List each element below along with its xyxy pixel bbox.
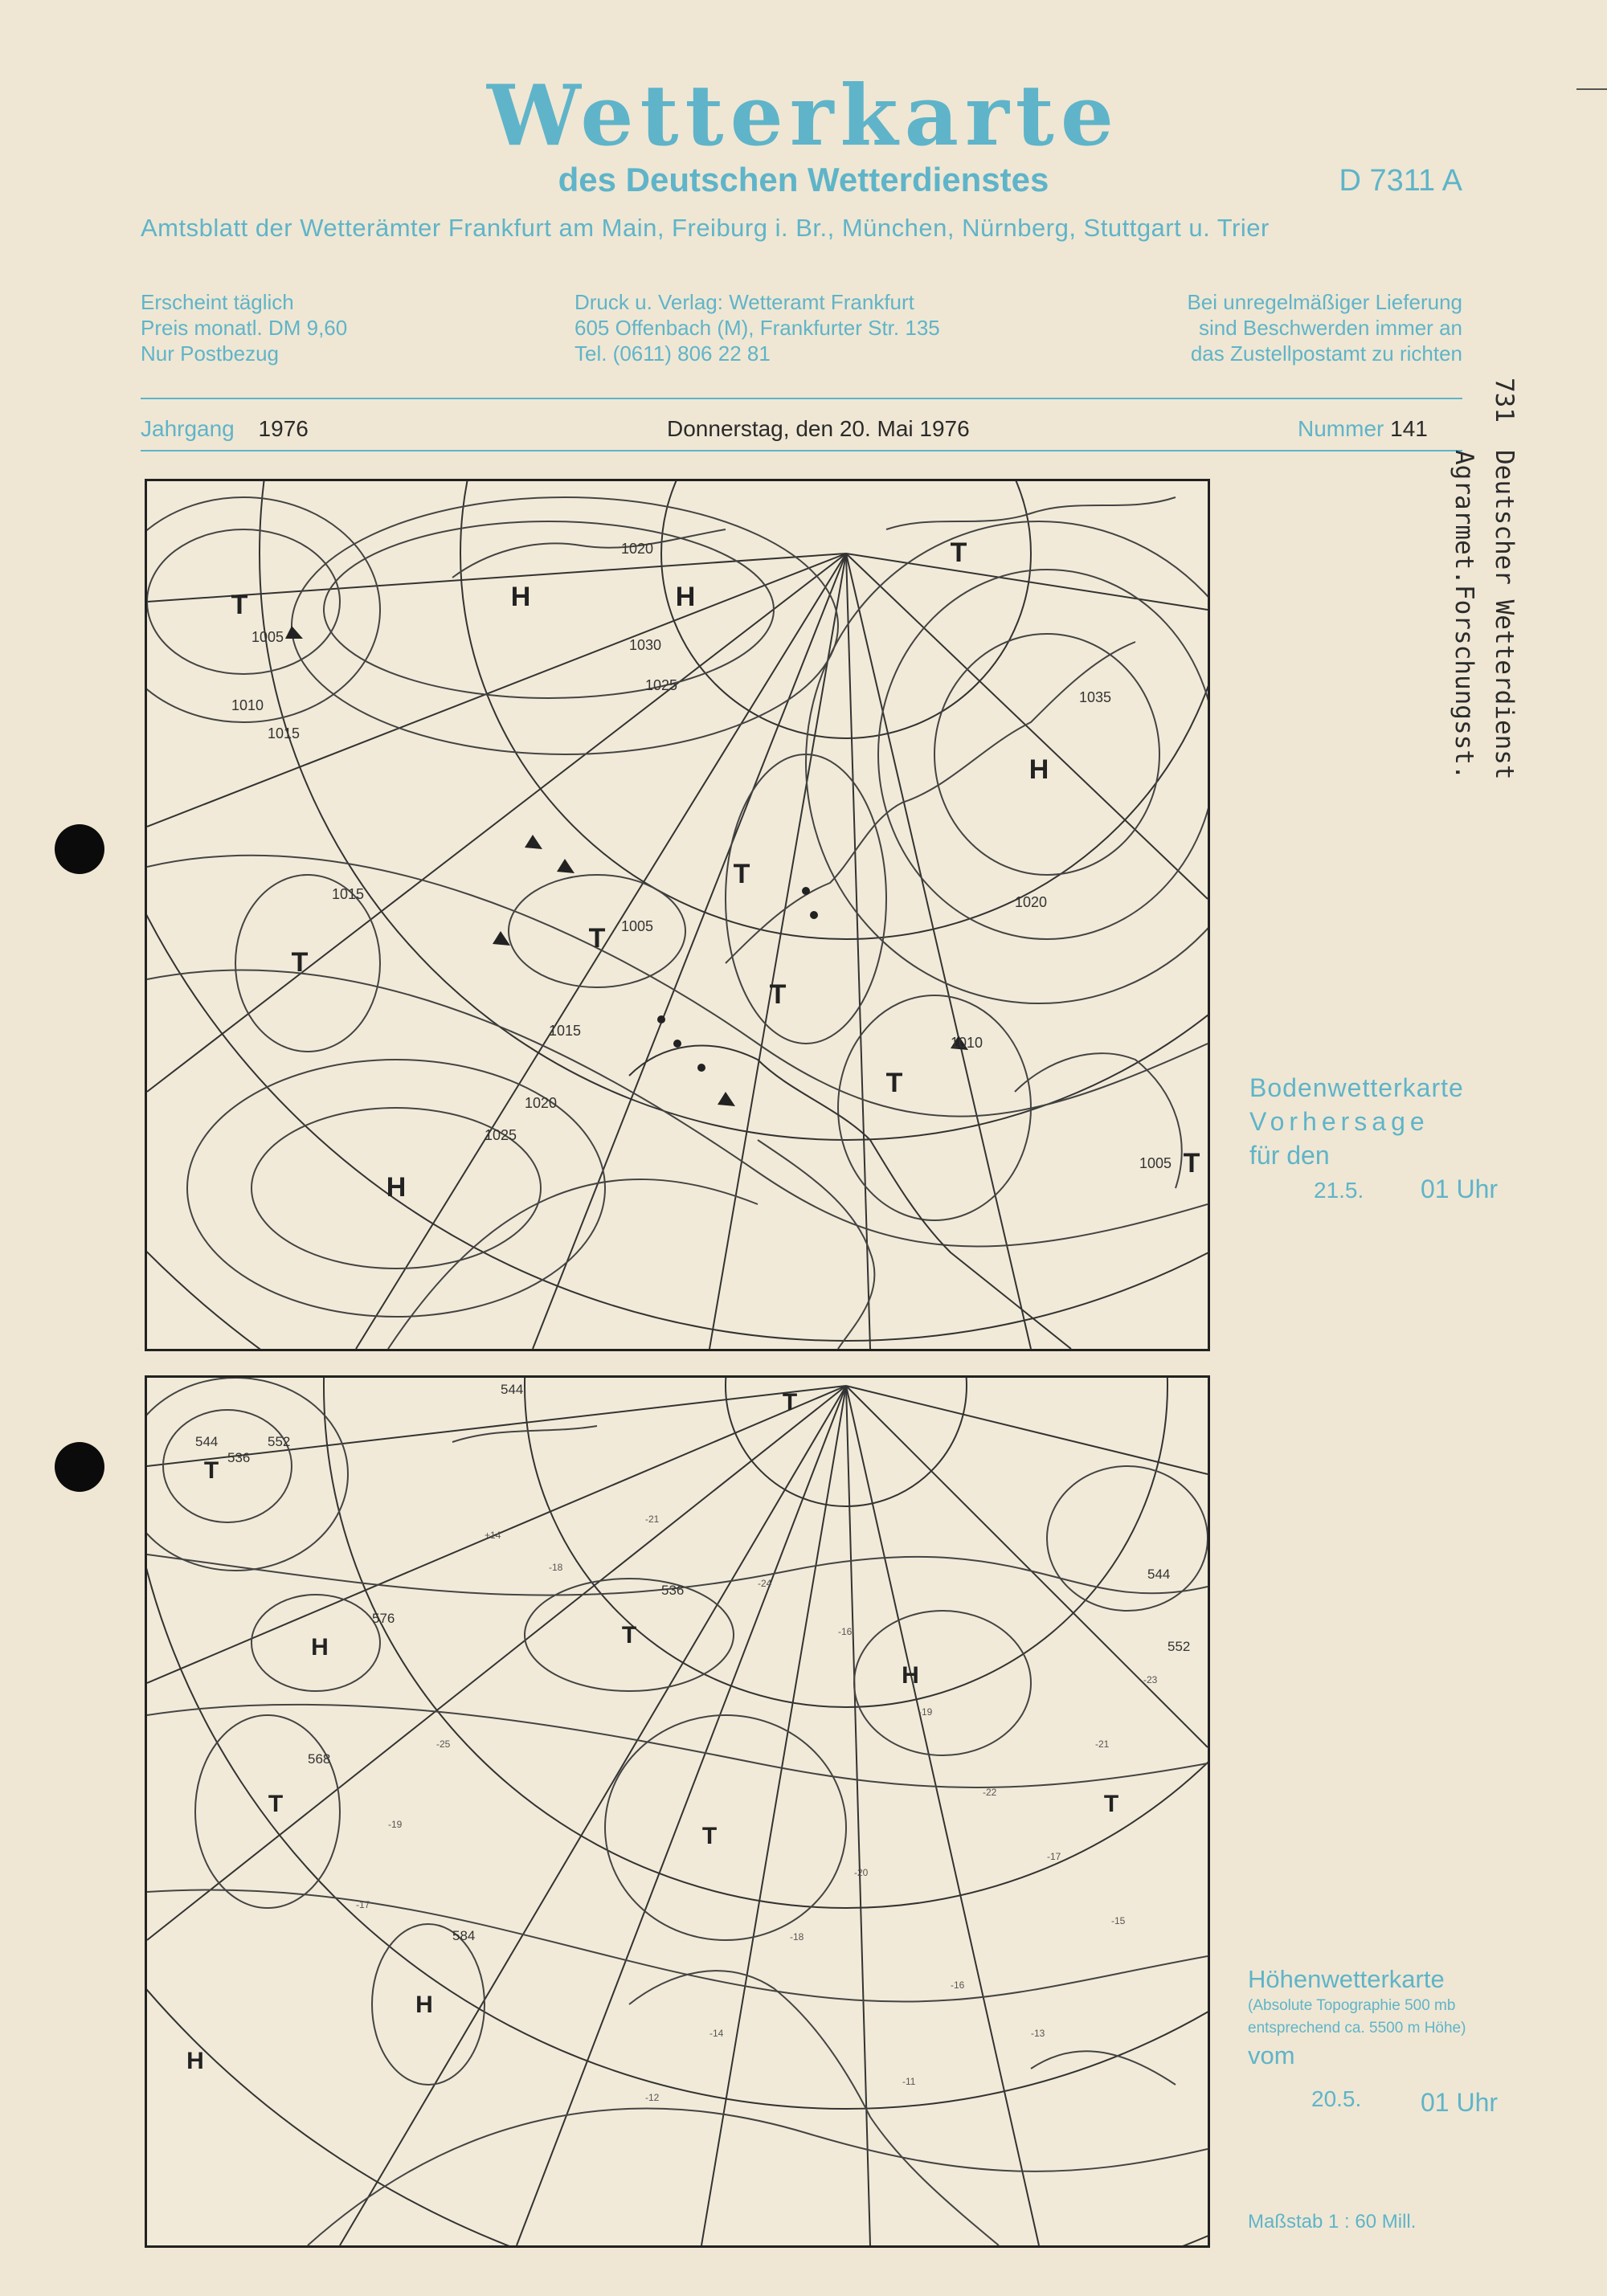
contour-label: 552 — [1167, 1639, 1191, 1654]
contour-label: 584 — [452, 1928, 476, 1943]
upper-caption-topography: (Absolute Topographie 500 mb — [1248, 1997, 1456, 2014]
isobar-label: 1025 — [485, 1127, 517, 1143]
svg-text:-19: -19 — [388, 1819, 403, 1830]
contour-label: 536 — [227, 1450, 251, 1465]
isobar-label: 1035 — [1079, 689, 1112, 705]
upper-caption-from: vom — [1248, 2041, 1295, 2069]
archive-stamp — [1430, 378, 1527, 940]
upper-center-symbol: T — [1103, 1791, 1119, 1817]
jahrgang-label: Jahrgang — [141, 416, 235, 441]
isobar-label: 1025 — [645, 677, 678, 693]
svg-text:-18: -18 — [549, 1562, 563, 1573]
svg-text:-20: -20 — [854, 1867, 869, 1878]
isobar-label: 1005 — [1139, 1155, 1172, 1171]
info-center-line: Tel. (0611) 806 22 81 — [575, 341, 771, 366]
contour-label: 576 — [372, 1611, 395, 1626]
upper-center-symbol: T — [782, 1389, 798, 1416]
surface-center-symbol: H — [1028, 754, 1049, 785]
isobar-label: 1020 — [525, 1095, 558, 1111]
issue-date: Donnerstag, den 20. Mai 1976 — [667, 416, 970, 441]
svg-text:-11: -11 — [902, 2076, 916, 2087]
surface-center-symbol: T — [950, 537, 967, 568]
upper-caption-title: Höhenwetterkarte — [1248, 1965, 1445, 1993]
isobar-label: 1015 — [268, 725, 301, 742]
svg-text:+14: +14 — [485, 1530, 501, 1541]
upper-center-symbol: H — [415, 1992, 433, 2018]
upper-center-symbol: T — [701, 1823, 718, 1849]
surface-center-symbol: T — [588, 923, 606, 954]
isobar-label: 1020 — [1015, 894, 1048, 910]
info-center-line: Druck u. Verlag: Wetteramt Frankfurt — [575, 290, 914, 314]
stamp-number: 731 — [1490, 378, 1519, 423]
isobar-label: 1010 — [231, 697, 264, 713]
info-center — [575, 289, 940, 366]
upper-caption-height: entsprechend ca. 5500 m Höhe) — [1248, 2020, 1466, 2037]
svg-text:-15: -15 — [1111, 1915, 1126, 1926]
surface-center-symbol: H — [675, 582, 696, 612]
upper-center-symbol: T — [203, 1457, 219, 1484]
amtsblatt-line: Amtsblatt der Wetterämter Frankfurt am Main, Freiburg i. Br., München, Nürnberg, Stuttgart u. Trier — [141, 214, 1270, 242]
upper-center-symbol: T — [268, 1791, 284, 1817]
svg-text:-23: -23 — [1143, 1674, 1158, 1685]
svg-text:-14: -14 — [709, 2028, 724, 2039]
isobar-label: 1005 — [621, 918, 654, 934]
info-left-line: Preis monatl. DM 9,60 — [141, 316, 348, 340]
surface-map-date: 21.5. — [1314, 1178, 1364, 1203]
nummer-label: Nummer — [1298, 416, 1384, 441]
info-left — [141, 289, 347, 366]
isobar-label: 1020 — [621, 541, 654, 557]
svg-text:-25: -25 — [436, 1738, 451, 1750]
surface-center-symbol: T — [885, 1068, 903, 1098]
surface-caption-for: für den — [1249, 1141, 1330, 1170]
header-rule-bottom — [141, 450, 1462, 451]
info-right-line: Bei unregelmäßiger Lieferung — [1187, 290, 1462, 314]
surface-map-time: 01 Uhr — [1421, 1175, 1499, 1203]
info-left-line: Erscheint täglich — [141, 290, 294, 314]
upper-center-symbol: H — [186, 2048, 204, 2074]
surface-center-symbol: T — [769, 979, 787, 1010]
svg-text:-13: -13 — [1031, 2028, 1045, 2039]
contour-label: 544 — [501, 1382, 524, 1397]
isobar-label: 1015 — [332, 886, 365, 902]
jahrgang — [141, 416, 309, 442]
svg-text:-24: -24 — [758, 1578, 772, 1589]
upper-center-symbol: T — [621, 1622, 637, 1648]
isobar-label: 1005 — [251, 629, 284, 645]
svg-text:-21: -21 — [645, 1514, 660, 1525]
upper-air-map — [145, 1375, 1210, 2248]
stamp-line-1: Deutscher Wetterdienst — [1490, 450, 1519, 780]
surface-map-canvas — [147, 481, 1208, 1349]
contour-label: 552 — [268, 1434, 291, 1449]
info-right — [1141, 289, 1462, 366]
upper-map-canvas — [147, 1378, 1208, 2245]
svg-text:-17: -17 — [356, 1899, 370, 1910]
upper-center-symbol: H — [311, 1634, 329, 1661]
surface-center-symbol: H — [386, 1172, 407, 1203]
surface-center-symbol: T — [291, 947, 309, 978]
nummer — [1298, 416, 1428, 442]
svg-text:-16: -16 — [838, 1626, 853, 1637]
nummer-value: 141 — [1390, 416, 1428, 441]
surface-weather-map — [145, 479, 1210, 1351]
upper-map-time: 01 Uhr — [1421, 2088, 1499, 2117]
svg-text:-19: -19 — [918, 1706, 933, 1718]
svg-text:-17: -17 — [1047, 1851, 1061, 1862]
surface-center-symbol: T — [733, 859, 750, 889]
contour-label: 544 — [195, 1434, 219, 1449]
svg-text:-21: -21 — [1095, 1738, 1110, 1750]
header-rule-top — [141, 398, 1462, 399]
contour-label: 536 — [661, 1583, 685, 1598]
info-center-line: 605 Offenbach (M), Frankfurter Str. 135 — [575, 316, 940, 340]
upper-center-symbol: H — [902, 1662, 919, 1689]
contour-label: 568 — [308, 1751, 331, 1767]
svg-text:-18: -18 — [790, 1931, 804, 1943]
info-right-line: das Zustellpostamt zu richten — [1190, 341, 1462, 366]
surface-center-symbol: T — [231, 590, 248, 620]
masthead-title: Wetterkarte — [487, 66, 1120, 165]
isobar-label: 1015 — [549, 1023, 582, 1039]
isobar-label: 1010 — [951, 1035, 983, 1051]
stamp-line-2: Agrarmet.Forschungsst. — [1450, 450, 1478, 780]
isobar-label: 1030 — [629, 637, 662, 653]
surface-map-caption — [1249, 1071, 1464, 1172]
svg-text:-22: -22 — [983, 1787, 997, 1798]
surface-caption-forecast: Vorhersage — [1249, 1107, 1429, 1136]
contour-label: 544 — [1147, 1567, 1171, 1582]
upper-map-date: 20.5. — [1311, 2086, 1362, 2111]
upper-map-caption — [1248, 1964, 1466, 2072]
svg-text:-12: -12 — [645, 2092, 660, 2103]
surface-center-symbol: T — [1183, 1148, 1200, 1179]
surface-caption-title: Bodenwetterkarte — [1249, 1073, 1464, 1102]
surface-center-symbol: H — [510, 582, 531, 612]
map-scale: Maßstab 1 : 60 Mill. — [1248, 2211, 1417, 2233]
jahrgang-value: 1976 — [258, 416, 309, 441]
punch-hole-top — [55, 824, 104, 874]
svg-text:-16: -16 — [951, 1979, 965, 1991]
masthead-subtitle: des Deutschen Wetterdienstes — [558, 161, 1049, 198]
punch-hole-bottom — [55, 1442, 104, 1492]
document-number: D 7311 A — [1339, 164, 1462, 198]
info-right-line: sind Beschwerden immer an — [1198, 316, 1462, 340]
info-left-line: Nur Postbezug — [141, 341, 279, 366]
margin-mark — [1576, 88, 1607, 90]
